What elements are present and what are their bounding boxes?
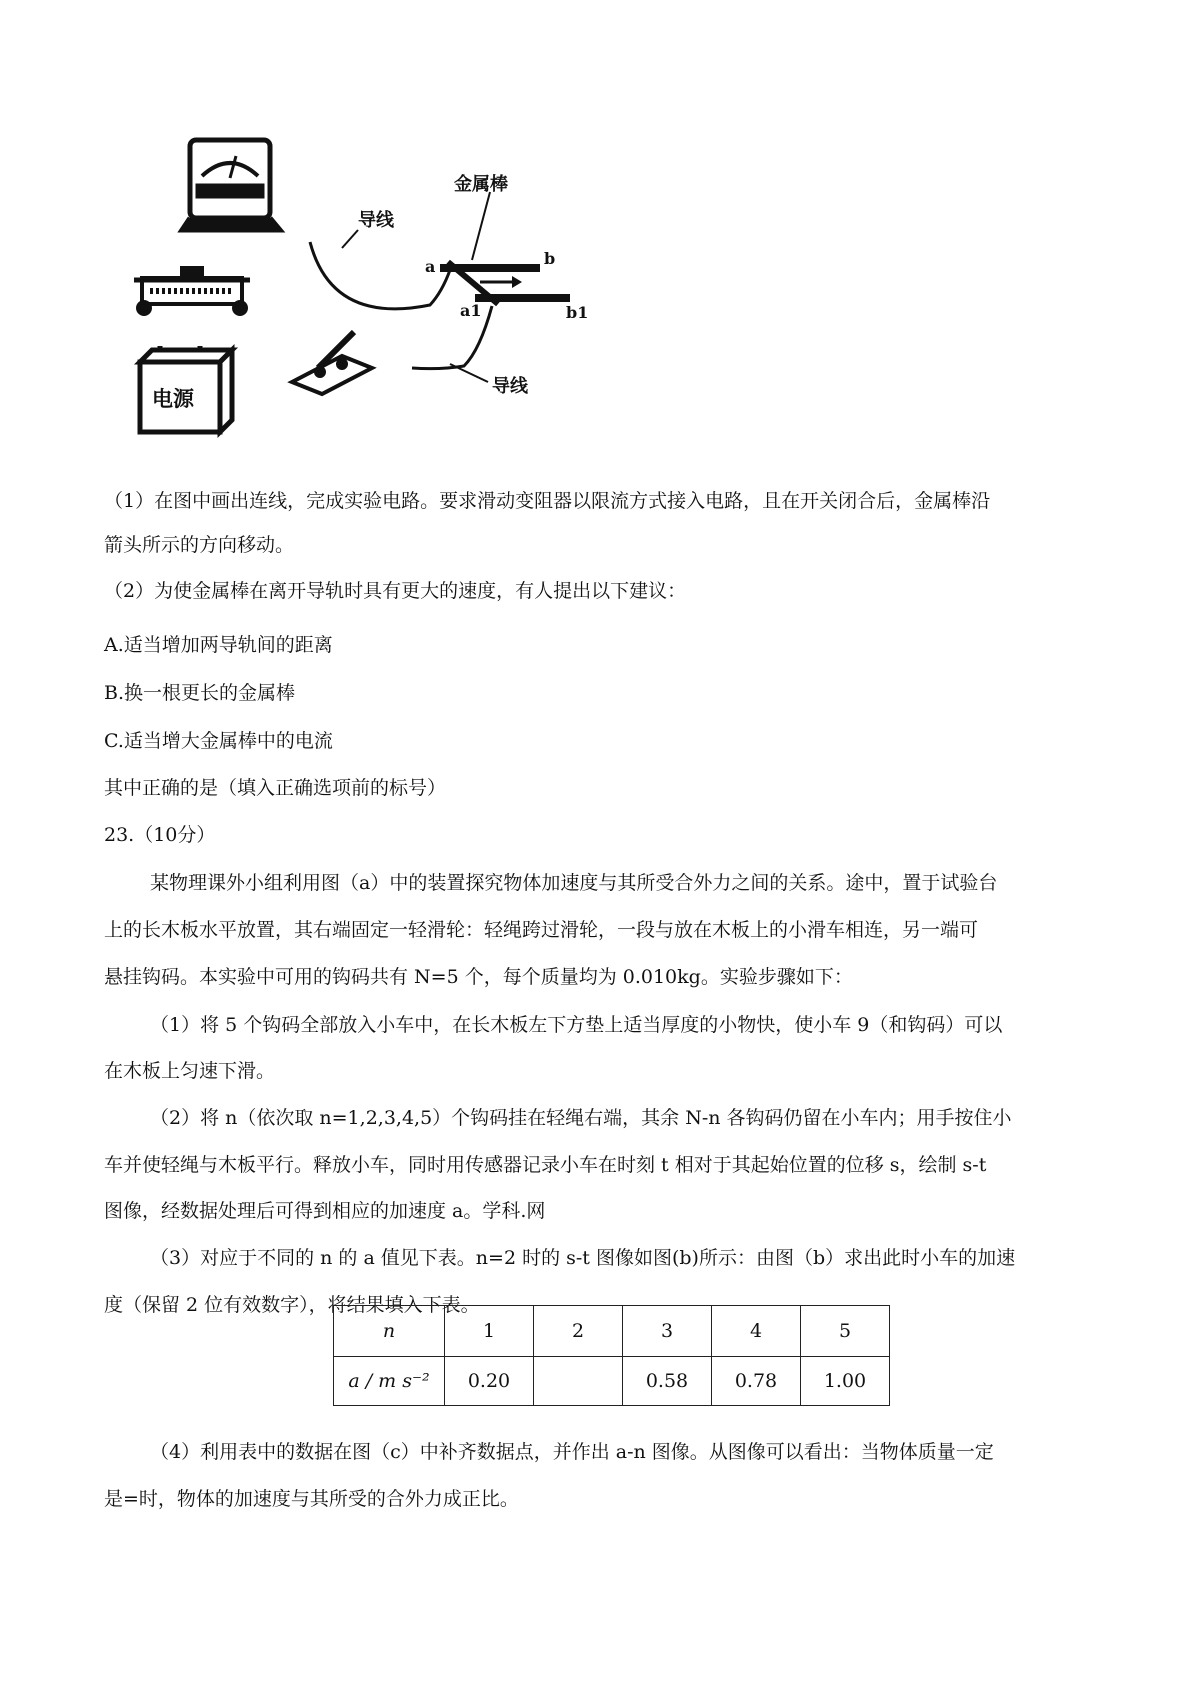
arrowhead [512,276,522,288]
para1-line3: 悬挂钩码。本实验中可用的钩码共有 N=5 个，每个质量均为 0.010kg。实验步骤如下： [104,966,853,988]
label-b1: b1 [566,303,589,322]
label-a1: a1 [460,301,482,320]
para1-line1: 某物理课外小组利用图（a）中的装置探究物体加速度与其所受合外力之间的关系。途中，置于试验台 [150,872,998,894]
table-row-n [334,1306,890,1357]
option-b: B.换一根更长的金属棒 [104,682,296,704]
step3-line2: 度（保留 2 位有效数字），将结果填入下表。 [104,1294,480,1316]
wire-bottom-label: 导线 [492,376,528,397]
table-cell: 3 [623,1306,712,1357]
table-cell-blank [534,1357,623,1406]
step4-line2: 是=时，物体的加速度与其所受的合外力成正比。 [104,1488,519,1510]
step4-line1: （4）利用表中的数据在图（c）中补齐数据点，并作出 a-n 图像。从图像可以看出：当物体质量一定 [150,1441,994,1463]
table-cell: 1.00 [801,1357,890,1406]
apparatus-drawing [120,120,680,465]
table-cell: 1 [445,1306,534,1357]
option-a: A.适当增加两导轨间的距离 [104,634,333,656]
step1-line1: （1）将 5 个钩码全部放入小车中，在长木板左下方垫上适当厚度的小物快，使小车 9（和钩码）可以 [150,1014,1003,1036]
wire-bottom-pointer [450,364,488,382]
correct-answer-prompt: 其中正确的是（填入正确选项前的标号） [104,777,447,799]
table-cell: 0.20 [445,1357,534,1406]
q1-line1: （1）在图中画出连线，完成实验电路。要求滑动变阻器以限流方式接入电路，且在开关闭合后，金属棒沿 [104,490,991,512]
rheostat-icon [134,268,250,314]
table-cell: 0.78 [712,1357,801,1406]
table-cell: 4 [712,1306,801,1357]
metal-rod-pointer [472,192,490,260]
wire-left-label: 导线 [358,210,394,231]
step2-line1: （2）将 n（依次取 n=1,2,3,4,5）个钩码挂在轻绳右端，其余 N-n 各钩码仍留在小车内；用手按住小 [150,1107,1012,1129]
option-c: C.适当增大金属棒中的电流 [104,730,333,752]
apparatus-figure [120,120,680,465]
table-header-a: a / m s⁻² [334,1357,445,1406]
switch-icon [292,332,372,394]
table-cell: 5 [801,1306,890,1357]
table-row-a [334,1357,890,1406]
q2-line: （2）为使金属棒在离开导轨时具有更大的速度，有人提出以下建议： [104,580,687,602]
ammeter-icon [182,140,280,230]
step1-line2: 在木板上匀速下滑。 [104,1060,276,1082]
table-cell: 2 [534,1306,623,1357]
q1-line2: 箭头所示的方向移动。 [104,534,295,556]
step3-line1: （3）对应于不同的 n 的 a 值见下表。n=2 时的 s-t 图像如图(b)所示：由图（b）求出此时小车的加速 [150,1247,1016,1269]
label-a: a [425,257,436,276]
table-header-n: n [334,1306,445,1357]
metal-rod-label: 金属棒 [454,174,508,195]
label-b: b [544,249,556,268]
step2-line3: 图像，经数据处理后可得到相应的加速度 a。学科.网 [104,1200,546,1222]
power-label: 电源 [152,386,194,411]
wire-left-pointer [342,230,358,248]
step2-line2: 车并使轻绳与木板平行。释放小车，同时用传感器记录小车在时刻 t 相对于其起始位置的位移 s，绘制 s-t [104,1154,987,1176]
para1-line2: 上的长木板水平放置，其右端固定一轻滑轮：轻绳跨过滑轮，一段与放在木板上的小滑车相连，另一端可 [104,919,979,941]
acceleration-table [333,1305,890,1406]
table-cell: 0.58 [623,1357,712,1406]
question-23-header: 23.（10分） [104,824,216,846]
